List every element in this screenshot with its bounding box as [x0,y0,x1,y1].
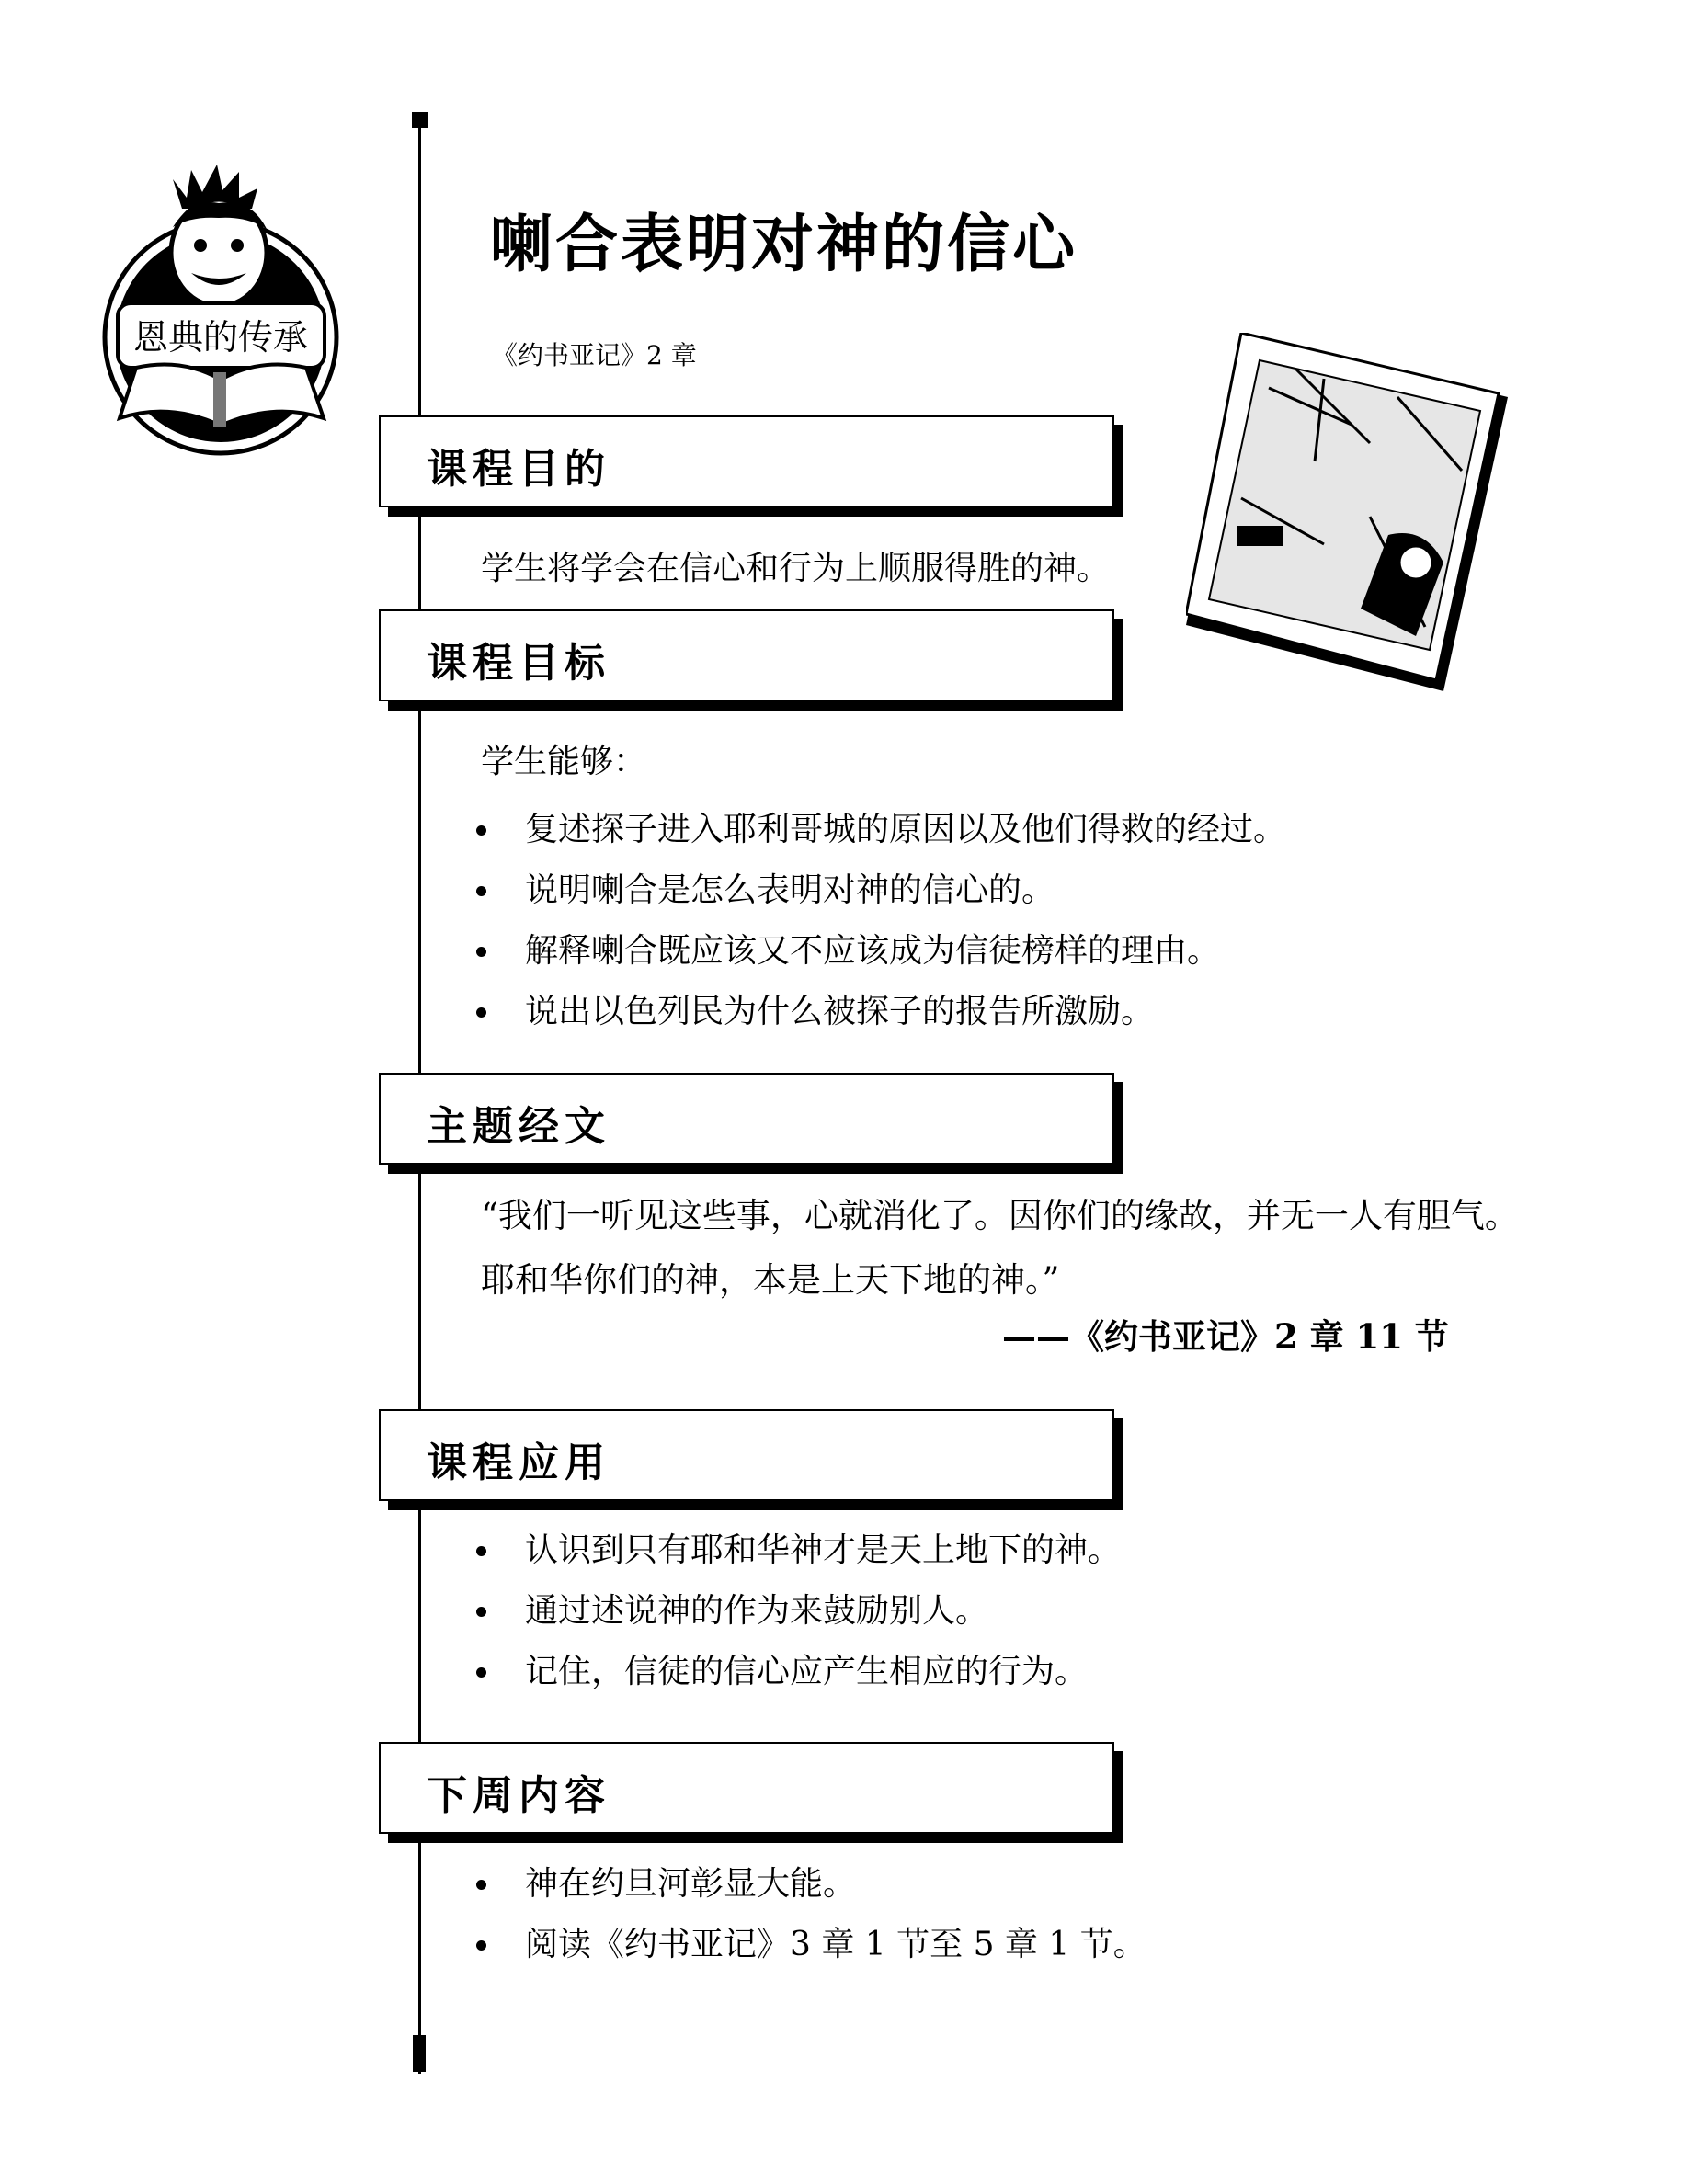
list-item: 解释喇合既应该又不应该成为信徒榜样的理由。 [476,921,1286,982]
theme-verse-reference: ——《约书亚记》2 章 11 节 [1002,1316,1449,1357]
page-subtitle: 《约书亚记》2 章 [492,340,697,370]
list-item: 说出以色列民为什么被探子的报告所激励。 [476,982,1286,1042]
illustration-image [1186,333,1508,691]
purpose-text: 学生将学会在信心和行为上顺服得胜的神。 [481,550,1111,587]
section-header-objectives [379,609,1114,701]
section-header-purpose [379,415,1114,507]
section-header-application [379,1409,1114,1501]
heritage-logo [99,161,343,460]
timeline-cap-bottom [413,2035,426,2072]
page-title: 喇合表明对神的信心 [490,209,1078,281]
section-header-next-week [379,1742,1114,1834]
objectives-intro: 学生能够： [481,743,647,780]
section-label-theme: 主题经文 [427,1103,610,1150]
next-week-list [476,1854,1146,1975]
list-item: 复述探子进入耶利哥城的原因以及他们得救的经过。 [476,800,1286,860]
objectives-list [476,800,1286,1042]
logo-text: 恩典的传承 [132,317,309,358]
list-item: 认识到只有耶和华神才是天上地下的神。 [476,1520,1121,1581]
list-item: 阅读《约书亚记》3 章 1 节至 5 章 1 节。 [476,1915,1146,1975]
list-item: 神在约旦河彰显大能。 [476,1854,1146,1915]
section-label-application: 课程应用 [427,1439,610,1486]
list-item: 记住，信徒的信心应产生相应的行为。 [476,1642,1121,1702]
list-item: 通过述说神的作为来鼓励别人。 [476,1581,1121,1642]
list-item: 说明喇合是怎么表明对神的信心的。 [476,860,1286,921]
section-label-next-week: 下周内容 [427,1772,610,1819]
application-list [476,1520,1121,1702]
theme-verse: “我们一听见这些事，心就消化了。因你们的缘故，并无一人有胆气。耶和华你们的神，本是上天下地的神。” [481,1196,1519,1300]
section-label-objectives: 课程目标 [427,640,610,687]
section-label-purpose: 课程目的 [427,446,610,493]
section-header-theme [379,1073,1114,1165]
